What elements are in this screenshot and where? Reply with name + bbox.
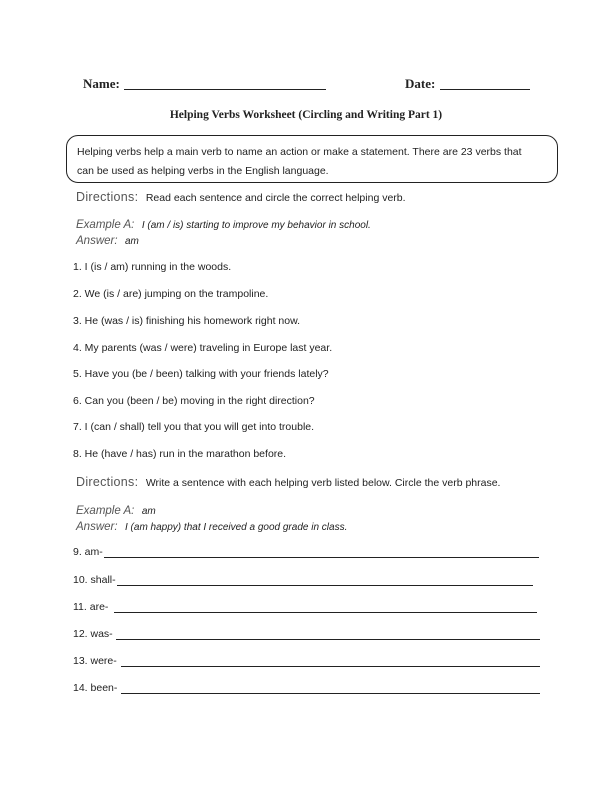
directions-text: Write a sentence with each helping verb listed below. Circle the verb phrase. bbox=[145, 477, 501, 489]
answer-line-13[interactable] bbox=[121, 666, 540, 667]
intro-line-2: can be used as helping verbs in the English language. bbox=[77, 165, 329, 177]
worksheet-title: Helping Verbs Worksheet (Circling and Writing Part 1) bbox=[169, 109, 443, 121]
question-5: 5. Have you (be / been) talking with your friends lately? bbox=[73, 368, 329, 380]
answer-line-14[interactable] bbox=[121, 693, 540, 694]
question-7: 7. I (can / shall) tell you that you will get into trouble. bbox=[73, 421, 315, 433]
question-6: 6. Can you (been / be) moving in the right direction? bbox=[73, 395, 315, 407]
part2-answer bbox=[76, 517, 347, 535]
name-label: Name: bbox=[83, 76, 120, 91]
item-14: 14. been- bbox=[73, 682, 118, 694]
item-9: 9. am- bbox=[73, 546, 103, 558]
answer-line-12[interactable] bbox=[116, 639, 540, 640]
answer-text: am bbox=[125, 236, 139, 247]
question-1: 1. I (is / am) running in the woods. bbox=[73, 261, 232, 273]
answer-line-11[interactable] bbox=[114, 612, 537, 613]
answer-label: Answer: bbox=[76, 235, 118, 247]
answer-label: Answer: bbox=[76, 521, 118, 533]
intro-line-1: Helping verbs help a main verb to name an action or make a statement. There are 23 verbs that bbox=[77, 146, 522, 158]
example-label: Example A: bbox=[76, 505, 135, 517]
part1-answer bbox=[76, 231, 139, 249]
question-3: 3. He (was / is) finishing his homework right now. bbox=[73, 315, 301, 327]
directions-text: Read each sentence and circle the correct helping verb. bbox=[145, 192, 406, 204]
answer-text: I (am happy) that I received a good grade in class. bbox=[125, 522, 348, 533]
part2-directions bbox=[76, 473, 500, 491]
item-12: 12. was- bbox=[73, 628, 113, 640]
question-4: 4. My parents (was / were) traveling in Europe last year. bbox=[73, 342, 333, 354]
date-label: Date: bbox=[405, 76, 436, 91]
question-2: 2. We (is / are) jumping on the trampoline. bbox=[73, 288, 269, 300]
answer-line-9[interactable] bbox=[104, 557, 539, 558]
example-label: Example A: bbox=[76, 219, 135, 231]
intro-box bbox=[66, 135, 558, 183]
name-field[interactable] bbox=[124, 89, 326, 90]
example-text: am bbox=[141, 506, 156, 517]
directions-label: Directions: bbox=[76, 190, 139, 204]
directions-label: Directions: bbox=[76, 475, 139, 489]
item-13: 13. were- bbox=[73, 655, 117, 667]
item-11: 11. are- bbox=[73, 601, 109, 613]
item-10: 10. shall- bbox=[73, 574, 116, 586]
date-field[interactable] bbox=[440, 89, 530, 90]
question-8: 8. He (have / has) run in the marathon before. bbox=[73, 448, 287, 460]
example-text: I (am / is) starting to improve my behavior in school. bbox=[141, 220, 371, 231]
part1-directions bbox=[76, 188, 406, 206]
answer-line-10[interactable] bbox=[117, 585, 533, 586]
